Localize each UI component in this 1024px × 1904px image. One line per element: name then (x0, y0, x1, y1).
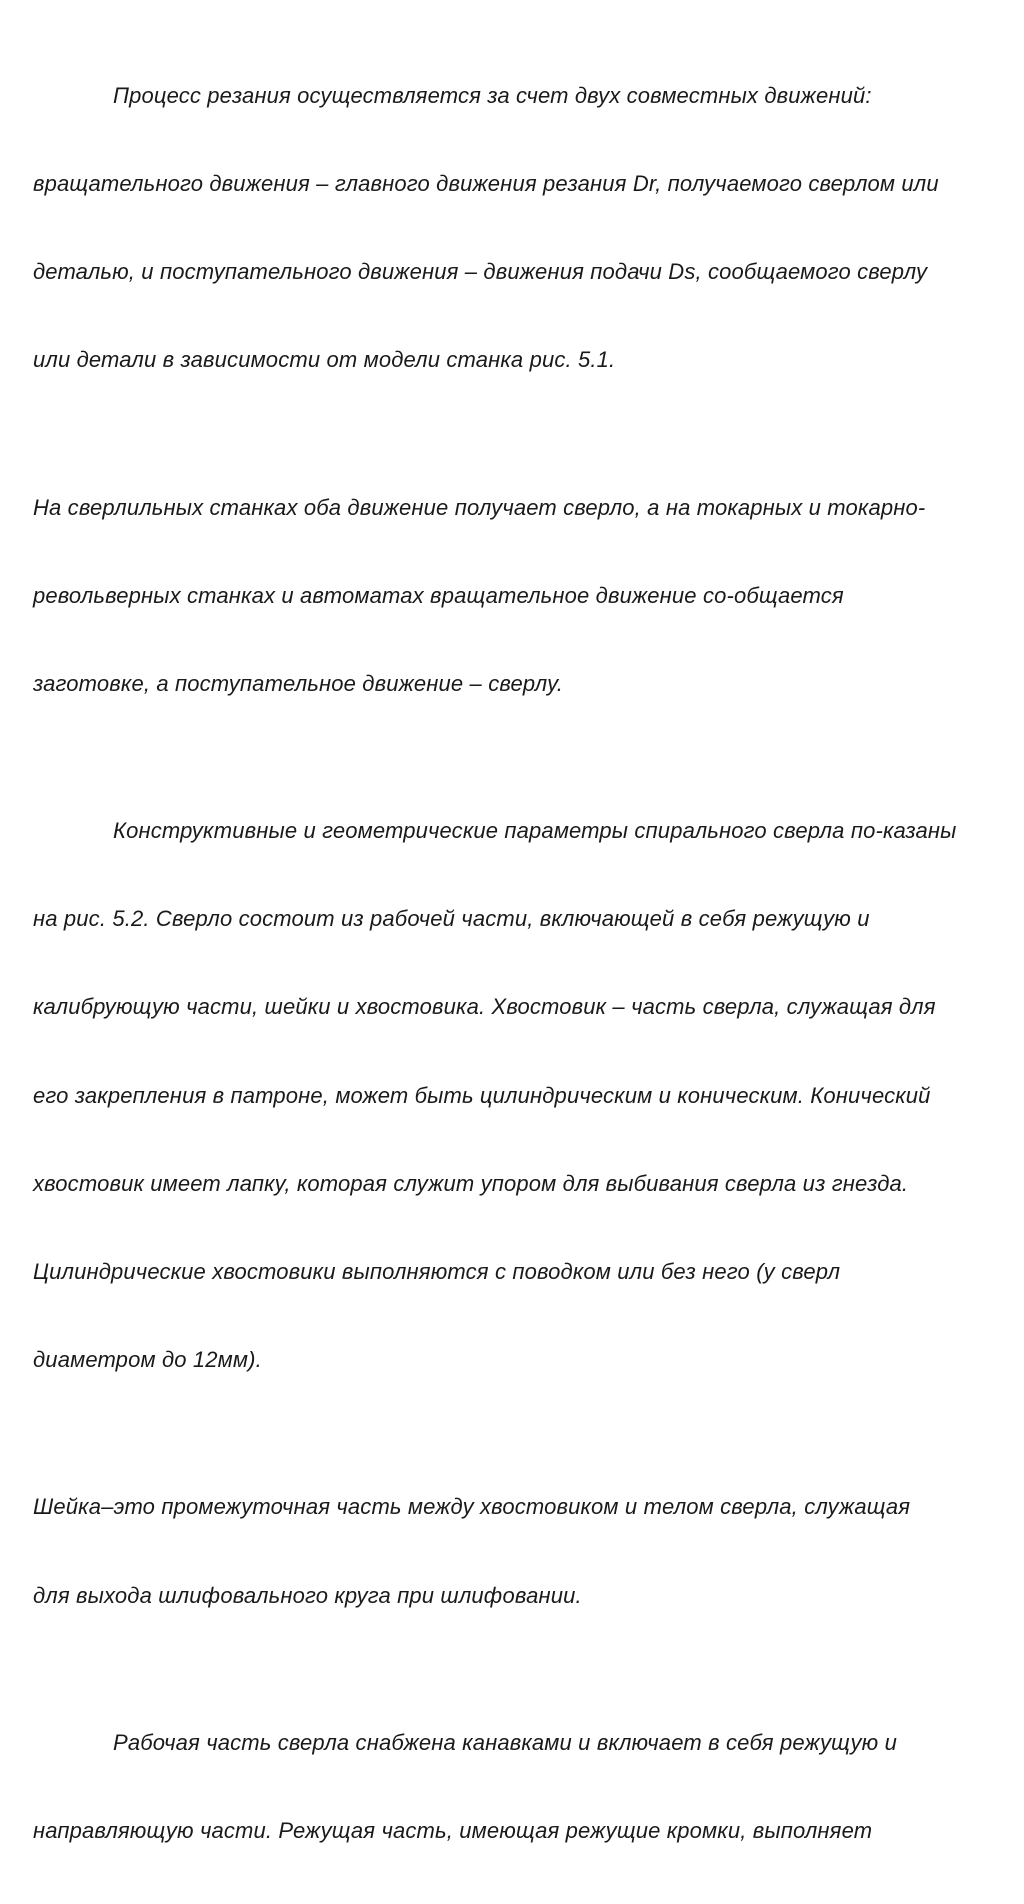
text-line: заготовке, а поступательное движение – сверлу. (33, 670, 564, 696)
paragraph-working-part (33, 1669, 994, 1904)
paragraph-drilling-machines (33, 434, 994, 757)
paragraph-neck (33, 1434, 994, 1669)
text-line: для выхода шлифовального круга при шлифовании. (33, 1582, 582, 1608)
text-line: Рабочая часть сверла снабжена канавками и включает в себя режущую и (113, 1729, 897, 1755)
text-line: его закрепления в патроне, может быть цилиндрическим и коническим. Конический (33, 1082, 931, 1108)
text-line: На сверлильных станках оба движение получает сверло, а на токарных и токарно- (33, 494, 926, 520)
text-line: Цилиндрические хвостовики выполняются с поводком или без него (у сверл (33, 1259, 841, 1285)
text-line: хвостовик имеет лапку, которая служит упором для выбивания сверла из гнезда. (33, 1170, 909, 1196)
text-line: направляющую части. Режущая часть, имеющая режущие кромки, выполняет (33, 1817, 873, 1843)
paragraph-drill-parameters (33, 757, 994, 1433)
paragraph-cutting-process (33, 22, 994, 434)
text-line: или детали в зависимости от модели станка рис. 5.1. (33, 347, 616, 373)
text-line: деталью, и поступательного движения – движения подачи Ds, сообщаемого сверлу (33, 259, 928, 285)
text-line: калибрующую части, шейки и хвостовика. Хвостовик – часть сверла, служащая для (33, 994, 936, 1020)
text-line: Шейка–это промежуточная часть между хвостовиком и телом сверла, служащая (33, 1494, 911, 1520)
text-line: на рис. 5.2. Сверло состоит из рабочей части, включающей в себя режущую и (33, 906, 870, 932)
text-line: диаметром до 12мм). (33, 1347, 262, 1373)
text-line: Конструктивные и геометрические параметры спирального сверла по-казаны (113, 817, 957, 843)
text-line: револьверных станках и автоматах вращательное движение со-общается (33, 582, 844, 608)
text-line: Процесс резания осуществляется за счет двух совместных движений: (113, 82, 872, 108)
text-line: вращательного движения – главного движения резания Dr, получаемого сверлом или (33, 171, 939, 197)
